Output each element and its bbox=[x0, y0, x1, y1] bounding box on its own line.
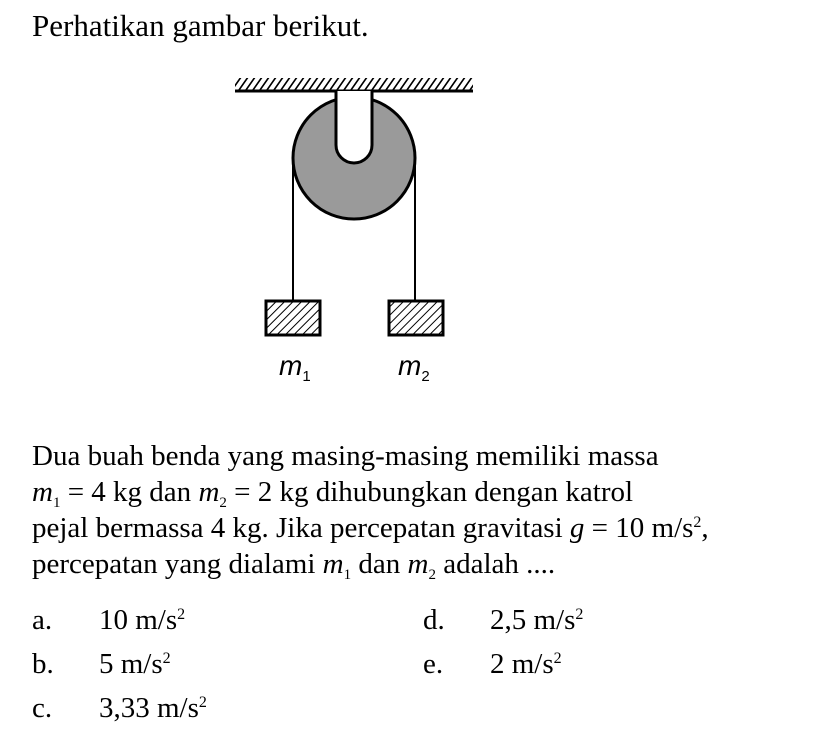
option-a[interactable]: a. 10 $m/s^2$ bbox=[32, 604, 186, 636]
question-line-2: $m_1 = 4$ kg dan $m_2 = 2$ kg dihubungkan dengan katrol bbox=[32, 476, 634, 511]
ceiling-hatch bbox=[235, 78, 473, 91]
question-text bbox=[32, 438, 802, 582]
mass-block-1 bbox=[266, 301, 320, 335]
mass-block-2 bbox=[389, 301, 443, 335]
question-line-3: pejal bermassa 4 kg. Jika percepatan gravitasi g = 10 $m/s^2$, bbox=[32, 512, 709, 544]
question-line-4: percepatan yang dialami $m_1$ dan $m_2$ adalah .... bbox=[32, 548, 556, 583]
mass-label-1: $m_1$ bbox=[279, 350, 311, 385]
option-c[interactable]: c. 3,33 $m/s^2$ bbox=[32, 692, 207, 724]
option-b[interactable]: b. 5 $m/s^2$ bbox=[32, 648, 171, 680]
option-e[interactable]: e. 2 $m/s^2$ bbox=[423, 648, 562, 680]
mass-label-2: $m_2$ bbox=[398, 350, 430, 385]
pulley-mount bbox=[336, 91, 372, 163]
intro-text: Perhatikan gambar berikut. bbox=[32, 8, 369, 43]
option-d[interactable]: d. 2,5 $m/s^2$ bbox=[423, 604, 584, 636]
question-line-1: Dua buah benda yang masing-masing memiliki massa bbox=[32, 440, 659, 472]
